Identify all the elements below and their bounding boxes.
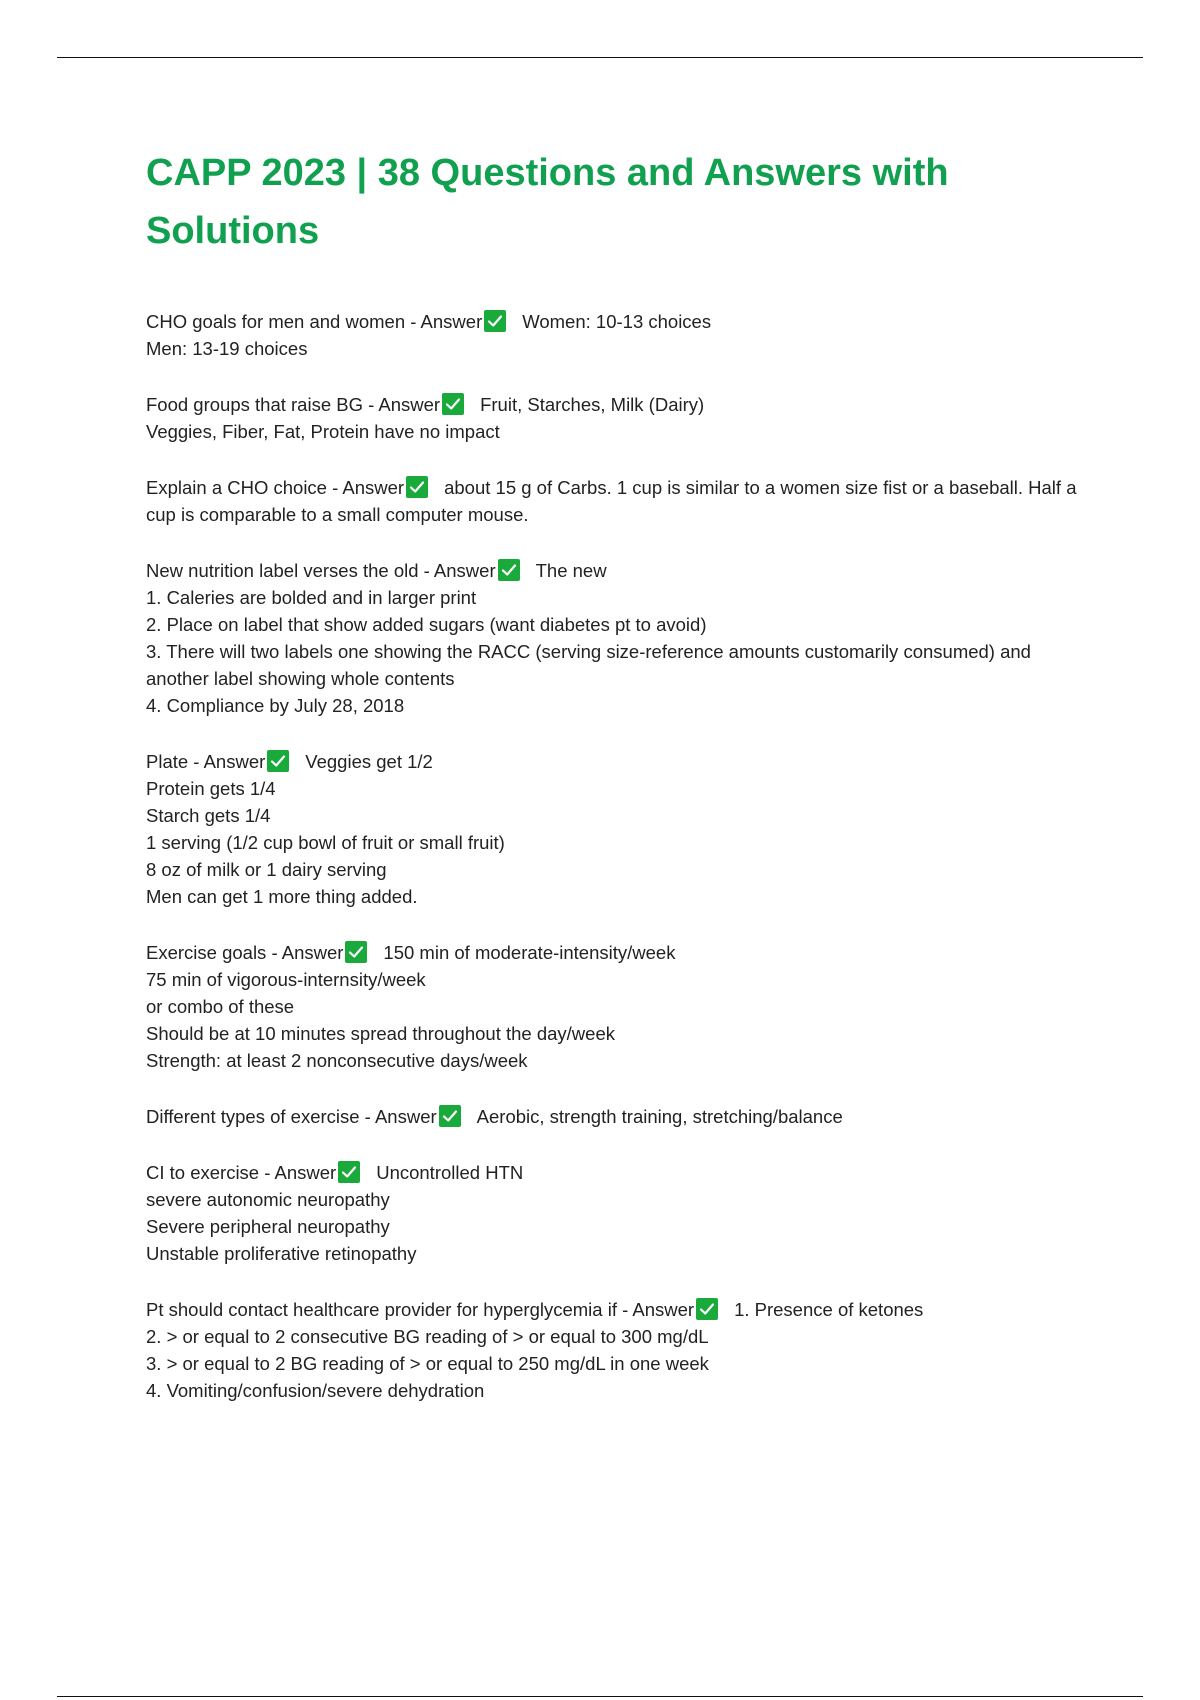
qa-item <box>146 391 1086 445</box>
qa-first-line <box>146 391 1086 418</box>
qa-item <box>146 308 1086 362</box>
answer-text: The new <box>535 560 607 581</box>
check-mark-icon <box>442 393 464 415</box>
top-rule <box>57 57 1143 58</box>
question-text: New nutrition label verses the old - Answer <box>146 560 496 581</box>
check-mark-icon <box>439 1105 461 1127</box>
answer-text: 150 min of moderate-intensity/week <box>383 942 676 963</box>
answer-line: severe autonomic neuropathy <box>146 1189 390 1210</box>
answer-line: 75 min of vigorous-internsity/week <box>146 969 426 990</box>
qa-first-line <box>146 939 1086 966</box>
answer-text: Fruit, Starches, Milk (Dairy) <box>480 394 705 415</box>
answer-text: Women: 10-13 choices <box>522 311 712 332</box>
answer-line: 3. There will two labels one showing the RACC (serving size-reference amounts customarily consumed) and another label showing whole contents <box>146 641 1037 689</box>
qa-item <box>146 1296 1086 1404</box>
answer-line: Unstable proliferative retinopathy <box>146 1243 417 1264</box>
qa-first-line <box>146 748 1086 775</box>
answer-line: Starch gets 1/4 <box>146 805 271 826</box>
check-mark-icon <box>696 1298 718 1320</box>
answer-line: 2. Place on label that show added sugars (want diabetes pt to avoid) <box>146 614 707 635</box>
qa-first-line <box>146 1103 1086 1130</box>
answer-line: 8 oz of milk or 1 dairy serving <box>146 859 387 880</box>
qa-first-line <box>146 1159 1086 1186</box>
answer-text: Veggies get 1/2 <box>305 751 433 772</box>
answer-line: 4. Vomiting/confusion/severe dehydration <box>146 1380 485 1401</box>
document-title: CAPP 2023 | 38 Questions and Answers with Solutions <box>146 152 949 252</box>
answer-line: Veggies, Fiber, Fat, Protein have no impact <box>146 421 500 442</box>
check-mark-icon <box>406 476 428 498</box>
answer-line: Should be at 10 minutes spread throughout the day/week <box>146 1023 615 1044</box>
check-mark-icon <box>338 1161 360 1183</box>
answer-line: 2. > or equal to 2 consecutive BG reading of > or equal to 300 mg/dL <box>146 1326 709 1347</box>
qa-list <box>146 308 1086 1404</box>
qa-item <box>146 474 1086 528</box>
answer-text: about 15 g of Carbs. 1 cup is similar to a women size fist or a baseball. Half a cup is comparable to a small computer mouse. <box>146 477 1082 525</box>
answer-line: 1. Caleries are bolded and in larger print <box>146 587 477 608</box>
question-text: Plate - Answer <box>146 751 266 772</box>
qa-first-line <box>146 308 1086 335</box>
answer-line: Men can get 1 more thing added. <box>146 886 418 907</box>
qa-first-line <box>146 557 1086 584</box>
check-mark-icon <box>267 750 289 772</box>
check-mark-icon <box>345 941 367 963</box>
question-text: Food groups that raise BG - Answer <box>146 394 441 415</box>
check-mark-icon <box>484 310 506 332</box>
answer-line: 3. > or equal to 2 BG reading of > or equal to 250 mg/dL in one week <box>146 1353 709 1374</box>
answer-line: Strength: at least 2 nonconsecutive days/week <box>146 1050 528 1071</box>
qa-first-line <box>146 1296 1086 1323</box>
qa-first-line <box>146 474 1086 528</box>
qa-item <box>146 939 1086 1074</box>
question-text: Pt should contact healthcare provider for hyperglycemia if - Answer <box>146 1299 695 1320</box>
answer-line: 4. Compliance by July 28, 2018 <box>146 695 405 716</box>
answer-line: Men: 13-19 choices <box>146 338 308 359</box>
question-text: CHO goals for men and women - Answer <box>146 311 483 332</box>
answer-line: Severe peripheral neuropathy <box>146 1216 390 1237</box>
qa-item <box>146 748 1086 910</box>
answer-line: or combo of these <box>146 996 295 1017</box>
answer-text: Uncontrolled HTN <box>376 1162 524 1183</box>
document-body <box>146 144 1086 1433</box>
question-text: Different types of exercise - Answer <box>146 1106 437 1127</box>
answer-line: 1 serving (1/2 cup bowl of fruit or small fruit) <box>146 832 505 853</box>
answer-text: Aerobic, strength training, stretching/balance <box>476 1106 843 1127</box>
question-text: CI to exercise - Answer <box>146 1162 337 1183</box>
answer-text: 1. Presence of ketones <box>734 1299 924 1320</box>
qa-item <box>146 1103 1086 1130</box>
question-text: Explain a CHO choice - Answer <box>146 477 405 498</box>
bottom-rule <box>57 1696 1143 1697</box>
answer-line: Protein gets 1/4 <box>146 778 276 799</box>
question-text: Exercise goals - Answer <box>146 942 344 963</box>
qa-item <box>146 1159 1086 1267</box>
check-mark-icon <box>498 559 520 581</box>
qa-item <box>146 557 1086 719</box>
